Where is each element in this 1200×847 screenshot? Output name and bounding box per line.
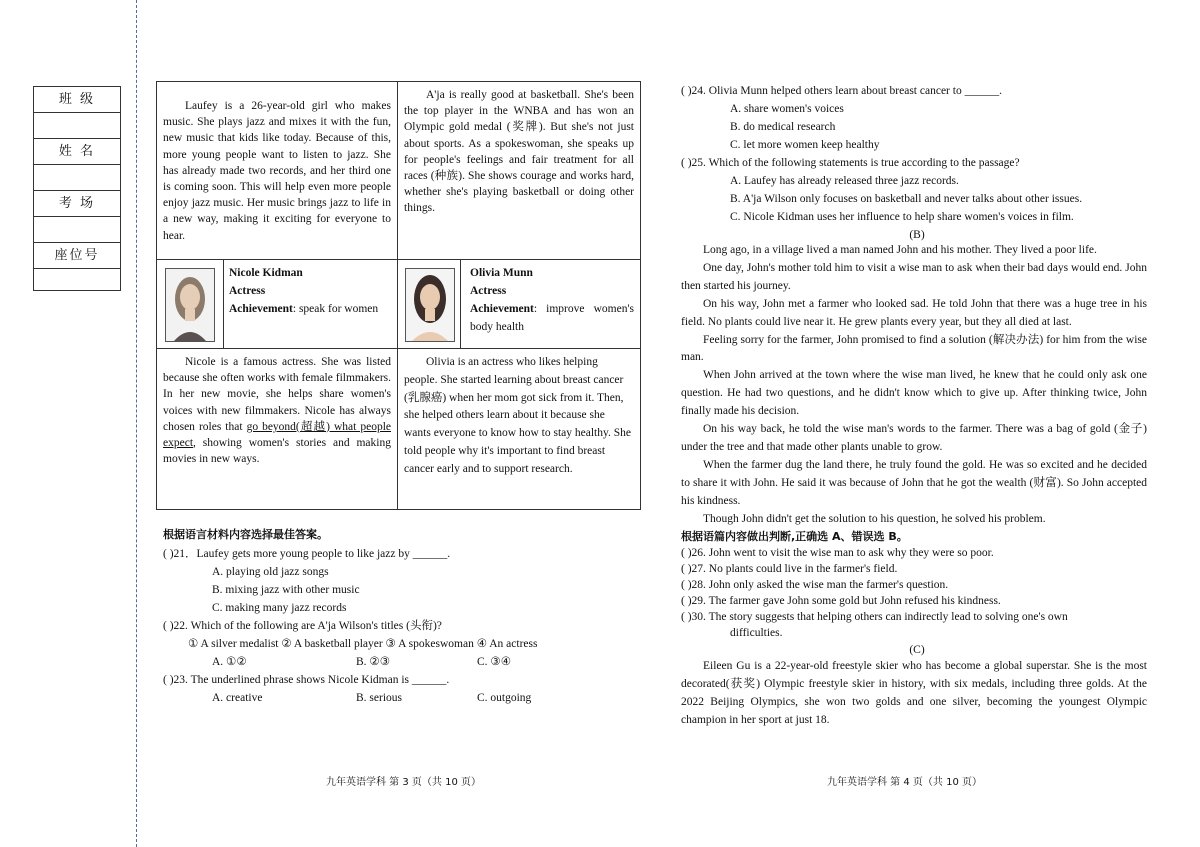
section-b-title: (B) — [909, 229, 925, 241]
passage-b-p1: Long ago, in a village lived a man named John and his mother. They lived a poor life. — [703, 244, 1097, 256]
passage-b-p4: Feeling sorry for the farmer, John promised to find a solution (解决办法) for him from the wise man. — [681, 333, 1147, 364]
aja-text: A'ja is really good at basketball. She's been the top player in the WNBA and has won an Olympic gold medal (奖牌). But she's not just about sports. As a spokeswoman, she speaks up for people's feelings and fair treatment for all races (种族). She shows courage and works hard, whether she's playing basketball or doing other things. — [398, 82, 640, 260]
passage-a-table — [156, 81, 641, 510]
passage-b-p6: On his way back, he told the wise man's words to the farmer. There was a bag of gold (金子) under the tree and that made other plants unable to grow. — [681, 423, 1147, 453]
tf-27: ( )27. No plants could live in the farmer's field. — [681, 563, 898, 575]
instructions-right: 根据语篇内容做出判断,正确选 A、错误选 B。 — [681, 530, 908, 543]
q22-option-b[interactable]: B. ②③ — [356, 656, 391, 668]
passage-b-p3: On his way, John met a farmer who looked sad. He told John that there was a huge tree in his field. No plants could live near it. He grew plants every year, but they all died at last. — [681, 297, 1147, 328]
q22-option-c[interactable]: C. ③④ — [477, 656, 512, 668]
nicole-profile — [157, 260, 398, 349]
q24-option-b[interactable]: B. do medical research — [730, 121, 836, 133]
student-info-box — [33, 86, 121, 291]
name-field[interactable] — [34, 165, 120, 191]
q25-stem: ( )25. Which of the following statements is true according to the passage? — [681, 157, 1020, 169]
tf-29: ( )29. The farmer gave John some gold but John refused his kindness. — [681, 595, 1001, 607]
q22-items: ① A silver medalist ② A basketball player ③ A spokeswoman ④ An actress — [188, 638, 538, 650]
q23-option-c[interactable]: C. outgoing — [477, 692, 532, 704]
nicole-role: Actress — [229, 285, 266, 297]
exam-room-field[interactable] — [34, 217, 120, 243]
passage-b-p5: When John arrived at the town where the wise man lived, he knew that he could only ask one question. He had two questions, and he didn't know which to give up. After thinking twice, John finally made his decision. — [681, 369, 1147, 418]
q25-option-a[interactable]: A. Laufey has already released three jazz records. — [730, 175, 959, 187]
q22-stem: ( )22. Which of the following are A'ja Wilson's titles (头衔)? — [163, 620, 442, 632]
class-label: 班 级 — [34, 87, 120, 113]
nicole-photo — [165, 268, 215, 342]
nicole-name: Nicole Kidman — [229, 267, 303, 279]
laufey-text: Laufey is a 26-year-old girl who makes music. She plays jazz and mixes it with the fun, new music that kids like today. Because of this, more young people want to listen to jazz. She has already made two records, and her third one is coming soon. This will help even more people enjoy jazz music. Her music brings jazz to life in a new way, making it exciting for everyone to hear. — [157, 82, 398, 260]
tf-30: ( )30. The story suggests that helping others can indirectly lead to solving one's own — [681, 611, 1068, 623]
q23-stem: ( )23. The underlined phrase shows Nicole Kidman is ______. — [163, 674, 450, 686]
passage-c: Eileen Gu is a 22-year-old freestyle skier who has become a global superstar. She is the most decorated(获奖) Olympic freestyle skier in history, with six medals, including three golds. At the 2022 Beijing Olympics, she won two golds and one silver, becoming the youngest Olympic champion in her sport at just 18. — [681, 660, 1147, 726]
seat-number-field[interactable] — [34, 269, 120, 295]
q21-option-a[interactable]: A. playing old jazz songs — [212, 566, 329, 578]
name-label: 姓 名 — [34, 139, 120, 165]
olivia-profile — [398, 260, 640, 349]
olivia-photo — [405, 268, 455, 342]
seat-number-label: 座位号 — [34, 243, 120, 269]
tf-26: ( )26. John went to visit the wise man to ask why they were so poor. — [681, 547, 994, 559]
olivia-text: Olivia is an actress who likes helping people. She started learning about breast cancer (乳腺癌) when her mom got sick from it. Then, she helped others learn about it because she wants everyone to know how to stay healthy. She told people why it's important to find breast cancer early and to support research. — [404, 356, 631, 475]
q24-option-a[interactable]: A. share women's voices — [730, 103, 844, 115]
nicole-ach-label: Achievement — [229, 303, 293, 315]
q23-option-a[interactable]: A. creative — [212, 692, 263, 704]
footer-page-3: 九年英语学科 第 3 页（共 10 页） — [326, 777, 481, 788]
q22-option-a[interactable]: A. ①② — [212, 656, 247, 668]
binding-dashed-line — [136, 0, 137, 847]
tf-30-continued: difficulties. — [730, 627, 783, 639]
instructions-left: 根据语言材料内容选择最佳答案。 — [163, 528, 328, 541]
q25-option-b[interactable]: B. A'ja Wilson only focuses on basketball and never talks about other issues. — [730, 193, 1083, 205]
nicole-text — [157, 349, 398, 509]
q24-stem: ( )24. Olivia Munn helped others learn about breast cancer to ______. — [681, 85, 1002, 97]
passage-b-p2: One day, John's mother told him to visit a wise man to ask when their bad days would end. John then started his journey. — [681, 261, 1147, 292]
passage-b-p7: When the farmer dug the land there, he truly found the gold. He was so excited and he decided to share it with John. He said it was because of John that he got the wealth (财富). So John accepted his kindness. — [681, 458, 1147, 507]
q24-option-c[interactable]: C. let more women keep healthy — [730, 139, 880, 151]
tf-28: ( )28. John only asked the wise man the farmer's question. — [681, 579, 949, 591]
class-field[interactable] — [34, 113, 120, 139]
q21-stem: ( )21．Laufey gets more young people to like jazz by ______. — [163, 548, 451, 560]
underlined-phrase: go beyond(超越) what people expect — [163, 420, 391, 450]
q23-option-b[interactable]: B. serious — [356, 692, 402, 704]
exam-room-label: 考 场 — [34, 191, 120, 217]
section-c-title: (C) — [909, 644, 925, 656]
footer-page-4: 九年英语学科 第 4 页（共 10 页） — [827, 777, 982, 788]
passage-b-p8: Though John didn't get the solution to his question, he solved his problem. — [703, 512, 1046, 525]
nicole-text-end: , showing women's stories and making movies in new ways. — [163, 437, 391, 466]
q21-option-c[interactable]: C. making many jazz records — [212, 602, 347, 614]
olivia-ach: : improve women's body health — [470, 303, 634, 333]
q25-option-c[interactable]: C. Nicole Kidman uses her influence to help share women's voices in film. — [730, 211, 1074, 223]
olivia-role: Actress — [470, 285, 507, 297]
nicole-ach: : speak for women — [292, 303, 379, 315]
passage-b — [681, 242, 1147, 529]
q21-option-b[interactable]: B. mixing jazz with other music — [212, 584, 360, 596]
nicole-text-start: Nicole is a famous actress. She was listed because she often works with female filmmakers. In her new movie, she helps share women's voices with new filmmakers. Nicole has always chosen roles that — [163, 356, 391, 433]
olivia-ach-label: Achievement — [470, 303, 534, 315]
olivia-name: Olivia Munn — [470, 267, 533, 279]
